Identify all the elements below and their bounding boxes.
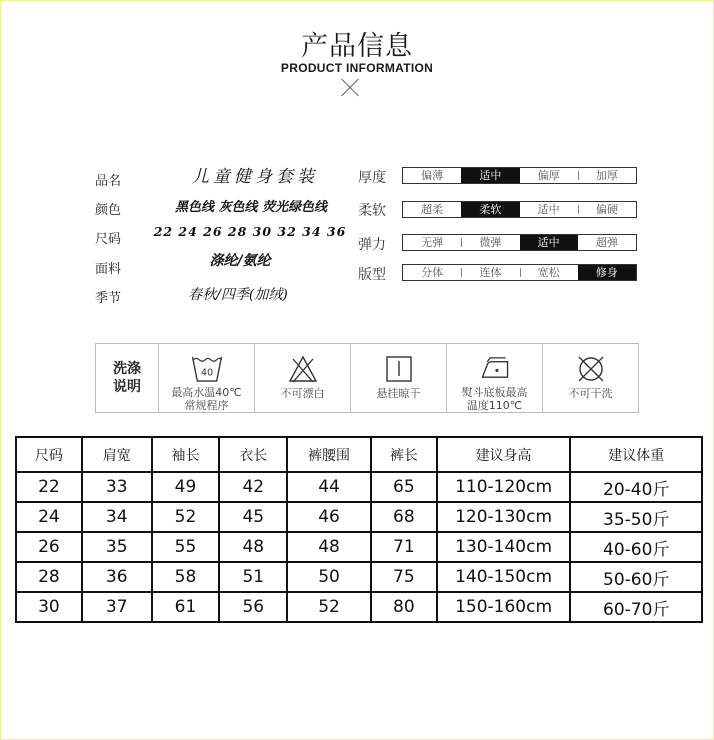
info-value-name: 儿童健身套装 bbox=[192, 167, 318, 187]
page-title: 产品信息 bbox=[301, 31, 413, 62]
table-cell: 26 bbox=[16, 532, 82, 562]
elasticity-option: 无弹 bbox=[421, 236, 444, 249]
softness-option: 偏硬 bbox=[578, 202, 636, 217]
thickness-scale bbox=[402, 167, 637, 184]
table-cell: 35 bbox=[82, 532, 152, 562]
info-value-season: 春秋/四季(加绒) bbox=[188, 287, 288, 303]
care-caption-line: 常规程序 bbox=[184, 399, 229, 412]
table-cell: 61 bbox=[152, 592, 220, 622]
table-cell: 51 bbox=[219, 562, 287, 592]
fit-option-selected: 修身 bbox=[578, 265, 636, 280]
column-header: 袖长 bbox=[152, 437, 220, 472]
thickness-option-selected: 适中 bbox=[461, 168, 519, 183]
hang-dry-icon bbox=[385, 354, 413, 384]
table-cell: 33 bbox=[82, 472, 152, 502]
table-cell: 48 bbox=[219, 532, 287, 562]
no-bleach-icon bbox=[288, 354, 318, 384]
column-header: 裤腰围 bbox=[287, 437, 371, 472]
table-row bbox=[16, 472, 702, 502]
softness-scale bbox=[402, 201, 637, 218]
care-item-iron bbox=[446, 344, 542, 412]
care-instructions bbox=[95, 343, 639, 413]
thickness-option: 偏厚 bbox=[537, 169, 560, 182]
size-table bbox=[15, 436, 703, 623]
table-cell: 20-40斤 bbox=[570, 472, 702, 502]
table-cell: 71 bbox=[371, 532, 437, 562]
elasticity-option: 超弹 bbox=[595, 236, 618, 249]
care-caption-line: 最高水温40℃ bbox=[171, 386, 242, 399]
table-cell: 140-150cm bbox=[437, 562, 571, 592]
care-heading-line1: 洗涤 bbox=[113, 361, 141, 377]
fit-scale bbox=[402, 264, 637, 281]
table-cell: 110-120cm bbox=[437, 472, 571, 502]
softness-option-selected: 柔软 bbox=[461, 202, 519, 217]
thickness-option: 加厚 bbox=[578, 168, 636, 183]
thickness-option: 偏薄 bbox=[421, 169, 444, 182]
table-cell: 52 bbox=[287, 592, 371, 622]
care-caption-line: 熨斗底板最高 bbox=[461, 386, 528, 399]
info-value-color: 黑色线 灰色线 荧光绿色线 bbox=[174, 200, 328, 215]
table-cell: 68 bbox=[371, 502, 437, 532]
care-heading bbox=[96, 344, 158, 412]
table-cell: 150-160cm bbox=[437, 592, 571, 622]
table-cell: 52 bbox=[152, 502, 220, 532]
column-header: 建议体重 bbox=[570, 437, 702, 472]
table-cell: 30 bbox=[16, 592, 82, 622]
care-caption bbox=[281, 387, 325, 400]
attr-label-softness: 柔软 bbox=[358, 203, 386, 219]
column-header: 肩宽 bbox=[82, 437, 152, 472]
table-cell: 120-130cm bbox=[437, 502, 571, 532]
attr-label-thickness: 厚度 bbox=[358, 170, 386, 186]
info-label-season: 季节 bbox=[95, 291, 122, 306]
cross-divider-icon bbox=[341, 79, 359, 97]
table-cell: 48 bbox=[287, 532, 371, 562]
column-header: 尺码 bbox=[16, 437, 82, 472]
table-cell: 58 bbox=[152, 562, 220, 592]
table-cell: 50-60斤 bbox=[570, 562, 702, 592]
fit-option: 宽松 bbox=[520, 265, 578, 280]
page-subtitle: PRODUCT INFORMATION bbox=[280, 61, 434, 75]
info-label-color: 颜色 bbox=[95, 203, 122, 218]
table-cell: 46 bbox=[287, 502, 371, 532]
info-label-size: 尺码 bbox=[95, 232, 122, 247]
table-cell: 55 bbox=[152, 532, 220, 562]
fit-option: 分体 bbox=[421, 266, 444, 279]
column-header: 裤长 bbox=[371, 437, 437, 472]
table-row bbox=[16, 532, 702, 562]
table-row bbox=[16, 562, 702, 592]
info-label-fabric: 面料 bbox=[95, 262, 122, 277]
care-item-wash bbox=[158, 344, 254, 412]
info-label-name: 品名 bbox=[95, 174, 122, 189]
softness-option: 超柔 bbox=[421, 203, 444, 216]
care-caption bbox=[171, 386, 241, 412]
column-header: 衣长 bbox=[219, 437, 287, 472]
elasticity-scale bbox=[402, 234, 637, 251]
info-value-sizes: 22 24 26 28 30 32 34 36 bbox=[153, 224, 347, 239]
care-item-bleach bbox=[254, 344, 350, 412]
no-dry-clean-icon bbox=[576, 354, 606, 384]
care-item-dryclean bbox=[542, 344, 638, 412]
attr-label-elasticity: 弹力 bbox=[358, 237, 386, 253]
table-cell: 35-50斤 bbox=[570, 502, 702, 532]
info-value-fabric: 涤纶/氨纶 bbox=[209, 253, 271, 269]
table-cell: 34 bbox=[82, 502, 152, 532]
table-cell: 45 bbox=[219, 502, 287, 532]
care-caption-line: 不可干洗 bbox=[568, 387, 613, 400]
elasticity-option-selected: 适中 bbox=[520, 235, 578, 250]
care-caption bbox=[377, 387, 421, 400]
softness-option: 适中 bbox=[537, 203, 560, 216]
table-cell: 50 bbox=[287, 562, 371, 592]
table-cell: 80 bbox=[371, 592, 437, 622]
table-cell: 56 bbox=[219, 592, 287, 622]
table-cell: 49 bbox=[152, 472, 220, 502]
table-header-row bbox=[16, 437, 702, 472]
table-cell: 65 bbox=[371, 472, 437, 502]
table-cell: 40-60斤 bbox=[570, 532, 702, 562]
table-cell: 24 bbox=[16, 502, 82, 532]
table-row bbox=[16, 502, 702, 532]
table-cell: 36 bbox=[82, 562, 152, 592]
table-cell: 22 bbox=[16, 472, 82, 502]
elasticity-option: 微弹 bbox=[461, 235, 519, 250]
care-caption-line: 不可漂白 bbox=[280, 387, 325, 400]
care-caption bbox=[569, 387, 613, 400]
care-caption bbox=[462, 386, 528, 412]
care-heading-line2: 说明 bbox=[113, 379, 141, 395]
table-row bbox=[16, 592, 702, 622]
table-cell: 130-140cm bbox=[437, 532, 571, 562]
table-cell: 60-70斤 bbox=[570, 592, 702, 622]
wash-temp-label: 40 bbox=[200, 367, 213, 379]
table-cell: 44 bbox=[287, 472, 371, 502]
column-header: 建议身高 bbox=[437, 437, 571, 472]
table-cell: 75 bbox=[371, 562, 437, 592]
care-item-dry bbox=[350, 344, 446, 412]
table-cell: 28 bbox=[16, 562, 82, 592]
attr-label-fit: 版型 bbox=[358, 267, 386, 283]
iron-icon bbox=[478, 354, 512, 383]
fit-option: 连体 bbox=[461, 265, 519, 280]
care-caption-line: 悬挂晾干 bbox=[376, 387, 421, 400]
table-cell: 42 bbox=[219, 472, 287, 502]
care-caption-line: 温度110℃ bbox=[466, 399, 523, 412]
table-cell: 37 bbox=[82, 592, 152, 622]
wash-tub-40-icon bbox=[190, 354, 224, 383]
